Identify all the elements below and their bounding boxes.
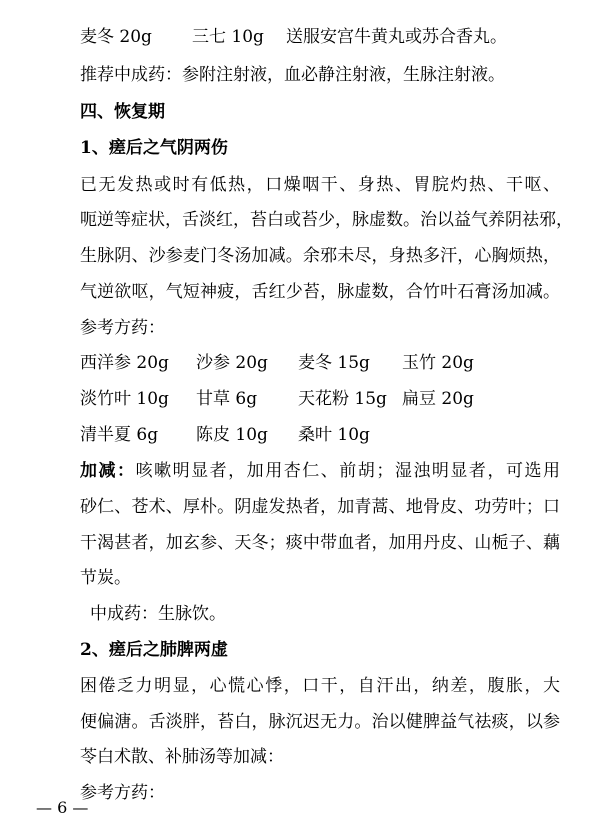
herb-cell: 甘草 6g xyxy=(196,389,258,409)
jiajian-line-1 xyxy=(80,454,560,488)
herb-cell: 扁豆 20g xyxy=(402,389,474,409)
jiajian-line-2: 砂仁、苍术、厚朴。阴虚发热者，加青蒿、地骨皮、功劳叶；口 xyxy=(80,497,560,517)
herb-maidong: 麦冬 20g xyxy=(80,27,152,47)
para2-line-2: 便偏溏。舌淡胖，苔白，脉沉迟无力。治以健脾益气祛痰，以参 xyxy=(80,712,560,732)
herb-cell: 桑叶 10g xyxy=(298,425,370,445)
para1-line-1: 已无发热或时有低热，口燥咽干、身热、胃脘灼热、干呕、 xyxy=(80,175,560,195)
herb-cell: 天花粉 15g xyxy=(298,389,387,409)
subsection-title-2: 2、瘥后之肺脾两虚 xyxy=(80,640,228,660)
page-number: — 6 — xyxy=(36,798,89,817)
ref-label-1: 参考方药： xyxy=(80,318,165,338)
para1-line-4: 气逆欲呕，气短神疲，舌红少苔，脉虚数，合竹叶石膏汤加减。 xyxy=(80,282,560,302)
jiajian-line-4: 节炭。 xyxy=(80,568,131,588)
herb-sanqi: 三七 10g xyxy=(192,27,264,47)
herb-cell: 淡竹叶 10g xyxy=(80,389,169,409)
para2-line-3: 苓白术散、补肺汤等加减： xyxy=(80,747,284,767)
herb-cell: 沙参 20g xyxy=(196,353,268,373)
recommended-medicines: 推荐中成药：参附注射液，血必静注射液，生脉注射液。 xyxy=(80,65,505,85)
para1-line-3: 生脉阴、沙参麦门冬汤加减。余邪未尽，身热多汗，心胸烦热， xyxy=(80,246,560,266)
herb-instruction: 送服安宫牛黄丸或苏合香丸。 xyxy=(286,27,507,47)
jiajian-line-3: 干渴甚者，加玄参、天冬；痰中带血者，加用丹皮、山栀子、藕 xyxy=(80,533,560,553)
jiajian-text: 咳嗽明显者，加用杏仁、前胡；湿浊明显者，可选用 xyxy=(135,461,561,481)
patent-medicine-1: 中成药：生脉饮。 xyxy=(90,604,226,624)
herb-cell: 陈皮 10g xyxy=(196,425,268,445)
herb-cell: 西洋参 20g xyxy=(80,353,169,373)
section-title: 四、恢复期 xyxy=(80,102,165,122)
para1-line-2: 呃逆等症状，舌淡红，苔白或苔少，脉虚数。治以益气养阴祛邪， xyxy=(80,210,573,230)
subsection-title-1: 1、瘥后之气阴两伤 xyxy=(80,138,228,158)
jiajian-label: 加减： xyxy=(80,461,136,481)
ref-label-2: 参考方药： xyxy=(80,783,165,803)
para2-line-1: 困倦乏力明显，心慌心悸，口干，自汗出，纳差，腹胀，大 xyxy=(80,676,560,696)
herb-cell: 麦冬 15g xyxy=(298,353,370,373)
herb-cell: 玉竹 20g xyxy=(402,353,474,373)
herb-cell: 清半夏 6g xyxy=(80,425,159,445)
